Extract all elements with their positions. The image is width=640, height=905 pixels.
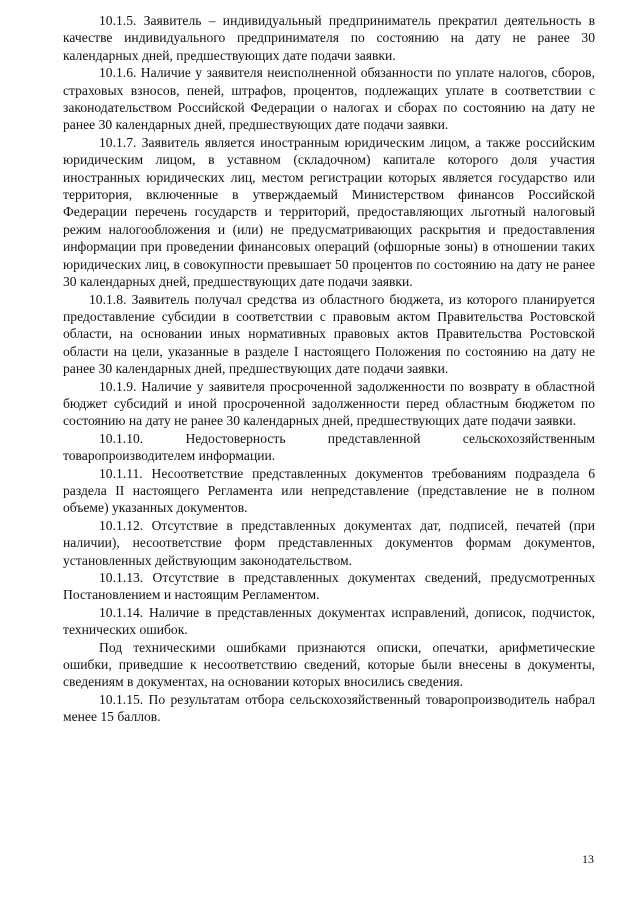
document-body <box>63 12 595 726</box>
paragraph-10-1-13: 10.1.13. Отсутствие в представленных документах сведений, предусмотренных Постановлением и настоящим Регламентом. <box>63 570 595 603</box>
paragraph-10-1-9: 10.1.9. Наличие у заявителя просроченной задолженности по возврату в областной бюджет субсидий и иной просроченной задолженности перед областным бюджетом по состоянию на дату не ранее 30 календарных дней, предшествующих дате подачи заявки. <box>63 378 595 429</box>
paragraph-10-1-8: 10.1.8. Заявитель получал средства из областного бюджета, из которого планируется предоставление субсидии в соответствии с правовым актом Правительства Ростовской области, на основании иных нормативных правовых актов Правительства Ростовской области на цели, указанные в разделе I настоящего Положения по состоянию на дату не ранее 30 календарных дней, предшествующих дате подачи заявки. <box>63 291 595 377</box>
paragraph-10-1-10: 10.1.10. Недостоверность представленной сельскохозяйственным товаропроизводителем информации. <box>63 430 595 464</box>
paragraph-10-1-5: 10.1.5. Заявитель – индивидуальный предприниматель прекратил деятельность в качестве индивидуального предпринимателя по состоянию на дату не ранее 30 календарных дней, предшествующих дате подачи заявки. <box>63 13 595 63</box>
paragraph-technical-errors: Под техническими ошибками признаются описки, опечатки, арифметические ошибки, приведшие к несоответствию сведений, которые были внесены в документы, сведениям в документах, на основании которых вносились сведения. <box>63 639 595 690</box>
paragraph-10-1-12: 10.1.12. Отсутствие в представленных документах дат, подписей, печатей (при наличии), несоответствие форм представленных документов формам документов, установленных действующим законодательством. <box>63 517 595 568</box>
paragraph-10-1-7: 10.1.7. Заявитель является иностранным юридическим лицом, а также российским юридическим лицом, в уставном (складочном) капитале которого доля участия иностранных юридических лиц, местом регистрации которых является государство или территория, включенные в утверждаемый Министерством финансов Российской Федерации перечень государств и территорий, предоставляющих льготный налоговый режим налогообложения и (или) не предусматривающих раскрытия и предоставления информации при проведении финансовых операций (офшорные зоны) в отношении таких юридических лиц, в совокупности превышает 50 процентов по состоянию на дату не ранее 30 календарных дней, предшествующих дате подачи заявки. <box>63 134 595 290</box>
paragraph-10-1-6: 10.1.6. Наличие у заявителя неисполненной обязанности по уплате налогов, сборов, страховых взносов, пеней, штрафов, процентов, подлежащих уплате в соответствии с законодательством Российской Федерации о налогах и сборах по состоянию на дату не ранее 30 календарных дней, предшествующих дате подачи заявки. <box>63 65 595 133</box>
paragraph-10-1-11: 10.1.11. Несоответствие представленных документов требованиям подраздела 6 раздела II настоящего Регламента или непредставление (представление не в полном объеме) указанных документов. <box>63 465 595 516</box>
paragraph-10-1-14: 10.1.14. Наличие в представленных документах исправлений, дописок, подчисток, технических ошибок. <box>63 604 595 638</box>
paragraph-10-1-15: 10.1.15. По результатам отбора сельскохозяйственный товаропроизводитель набрал менее 15 баллов. <box>63 691 595 725</box>
page-number: 13 <box>582 852 594 866</box>
